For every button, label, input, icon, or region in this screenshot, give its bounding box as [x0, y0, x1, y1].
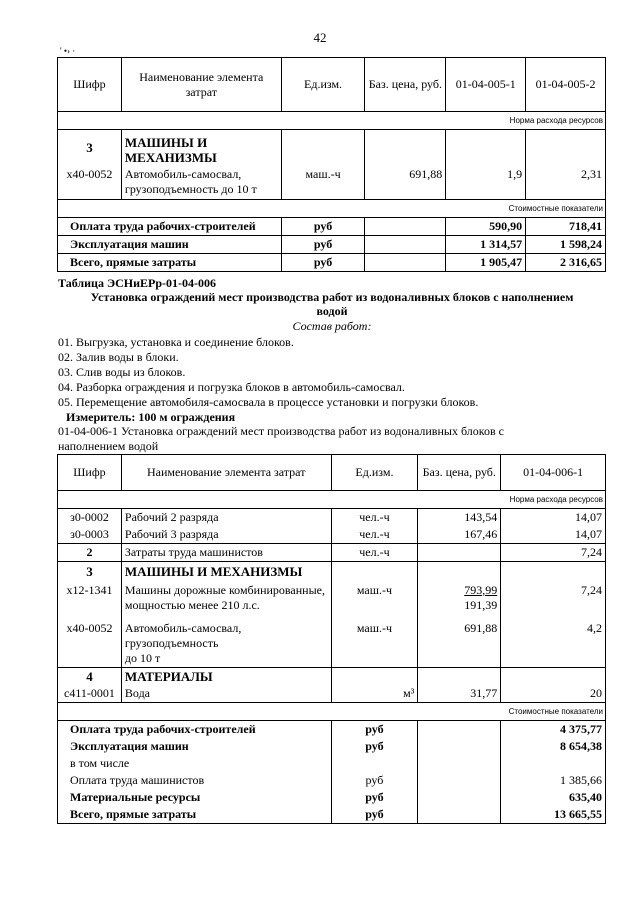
- item-title-line1: 01-04-006-1 Установка ограждений мест производства работ из водоналивных блоков с: [58, 424, 504, 438]
- total-unit: руб: [331, 738, 418, 755]
- measure-label: Измеритель: 100 м ограждения: [66, 410, 236, 424]
- row-price: 31,77: [418, 685, 501, 703]
- total-col1: 1 905,47: [446, 254, 526, 272]
- corner-marks: ' •› ·: [60, 46, 76, 56]
- total-name: Оплата труда рабочих-строителей: [58, 218, 282, 236]
- row-unit: чел.-ч: [331, 509, 418, 527]
- row-code: з0-0002: [58, 509, 122, 527]
- header-price: Баз. цена, руб.: [418, 455, 501, 491]
- section-title: МАШИНЫ И МЕХАНИЗМЫ: [121, 562, 331, 582]
- row-name: Автомобиль-самосвал, грузоподъемность: [124, 620, 242, 650]
- section-number: 3: [58, 130, 122, 166]
- total-name: Оплата труда машинистов: [58, 772, 332, 789]
- row-code: с411-0001: [58, 685, 122, 703]
- total-name: Материальные ресурсы: [58, 789, 332, 806]
- total-col1: 1 385,66: [501, 772, 606, 789]
- row-unit: чел.-ч: [331, 544, 418, 562]
- norm-label: Норма расхода ресурсов: [58, 491, 606, 509]
- header-code: Шифр: [58, 58, 122, 112]
- row-price: [418, 544, 501, 562]
- total-name: в том числе: [58, 755, 332, 772]
- resource-table-2: [57, 454, 606, 824]
- header-name: Наименование элемента затрат: [121, 58, 281, 112]
- total-unit: [331, 755, 418, 772]
- row-col1: 7,24: [501, 544, 606, 562]
- row-price: 691,88: [365, 166, 446, 200]
- total-unit: руб: [331, 806, 418, 824]
- row-price: 167,46: [418, 526, 501, 544]
- row-col1: 7,24: [501, 582, 606, 614]
- row-code: х12-1341: [58, 582, 122, 614]
- row-col1: 14,07: [501, 526, 606, 544]
- row-unit: маш.-ч: [331, 582, 418, 614]
- item-title-line2: наполнением водой: [58, 439, 159, 453]
- row-unit: чел.-ч: [331, 526, 418, 544]
- table-title: Таблица ЭСНиЕРр-01-04-006: [58, 276, 217, 290]
- page-number: 42: [313, 30, 327, 45]
- total-col2: 2 316,65: [526, 254, 606, 272]
- row-name: Затраты труда машинистов: [121, 544, 331, 562]
- header-price: Баз. цена, руб.: [365, 58, 446, 112]
- total-name: Эксплуатация машин: [58, 738, 332, 755]
- row-code: х40-0052: [58, 166, 122, 200]
- total-col2: 1 598,24: [526, 236, 606, 254]
- total-col2: 718,41: [526, 218, 606, 236]
- work-step: 03. Слив воды из блоков.: [58, 365, 186, 379]
- row-col1: 4,2: [501, 614, 606, 668]
- work-step: 01. Выгрузка, установка и соединение блоков.: [58, 335, 294, 349]
- row-name: до 10 т: [124, 650, 161, 665]
- row-code: з0-0003: [58, 526, 122, 544]
- total-col1: 13 665,55: [501, 806, 606, 824]
- row-price: 691,88: [418, 614, 501, 668]
- norm-label: Норма расхода ресурсов: [58, 112, 606, 130]
- row-price: 143,54: [418, 509, 501, 527]
- header-col1: 01-04-005-1: [446, 58, 526, 112]
- total-col1: [501, 755, 606, 772]
- total-unit: руб: [331, 772, 418, 789]
- total-unit: руб: [281, 254, 365, 272]
- row-price: 793,99: [464, 582, 498, 597]
- row-col1: 20: [501, 685, 606, 703]
- total-unit: руб: [281, 236, 365, 254]
- row-col1: 1,9: [446, 166, 526, 200]
- row-unit: маш.-ч: [281, 166, 365, 200]
- row-col1: 14,07: [501, 509, 606, 527]
- total-col1: 4 375,77: [501, 720, 606, 738]
- section-title: МАТЕРИАЛЫ: [121, 667, 331, 685]
- section-number: 4: [58, 667, 122, 685]
- section-heading-line2: водой: [316, 304, 348, 318]
- total-name: Оплата труда рабочих-строителей: [58, 720, 332, 738]
- row-col2: 2,31: [526, 166, 606, 200]
- resource-table-1: [57, 57, 606, 272]
- total-name: Всего, прямые затраты: [58, 806, 332, 824]
- total-col1: 1 314,57: [446, 236, 526, 254]
- work-step: 02. Залив воды в блоки.: [58, 350, 179, 364]
- section-heading-line1: Установка ограждений мест производства работ из водоналивных блоков с наполнением: [90, 290, 574, 304]
- header-unit: Ед.изм.: [331, 455, 418, 491]
- row-unit: м³: [331, 685, 418, 703]
- total-col1: 8 654,38: [501, 738, 606, 755]
- total-name: Эксплуатация машин: [58, 236, 282, 254]
- work-step: 04. Разборка ограждения и погрузка блоков в автомобиль-самосвал.: [58, 380, 405, 394]
- header-code: Шифр: [58, 455, 122, 491]
- total-col1: 590,90: [446, 218, 526, 236]
- row-name: Рабочий 3 разряда: [121, 526, 331, 544]
- row-name: Машины дорожные комбинированные,: [124, 582, 325, 597]
- row-name: мощностью менее 210 л.с.: [124, 597, 260, 612]
- header-col2: 01-04-005-2: [526, 58, 606, 112]
- section-number: 3: [58, 562, 122, 582]
- total-unit: руб: [331, 720, 418, 738]
- total-unit: руб: [281, 218, 365, 236]
- row-code: 2: [58, 544, 122, 562]
- cost-label: Стоимостные показатели: [58, 702, 606, 720]
- header-col1: 01-04-006-1: [501, 455, 606, 491]
- total-name: Всего, прямые затраты: [58, 254, 282, 272]
- header-name: Наименование элемента затрат: [121, 455, 331, 491]
- row-code: х40-0052: [58, 614, 122, 668]
- row-name: Автомобиль-самосвал, грузоподъемность до 10 т: [121, 166, 281, 200]
- row-price: 191,39: [464, 597, 498, 612]
- cost-label: Стоимостные показатели: [58, 200, 606, 218]
- row-unit: маш.-ч: [331, 614, 418, 668]
- total-col1: 635,40: [501, 789, 606, 806]
- total-unit: руб: [331, 789, 418, 806]
- row-name: Вода: [121, 685, 331, 703]
- composition-label: Состав работ:: [292, 319, 372, 333]
- section-title: МАШИНЫ И МЕХАНИЗМЫ: [121, 130, 281, 166]
- work-step: 05. Перемещение автомобиля-самосвала в процессе установки и погрузки блоков.: [58, 395, 479, 409]
- row-name: Рабочий 2 разряда: [121, 509, 331, 527]
- header-unit: Ед.изм.: [281, 58, 365, 112]
